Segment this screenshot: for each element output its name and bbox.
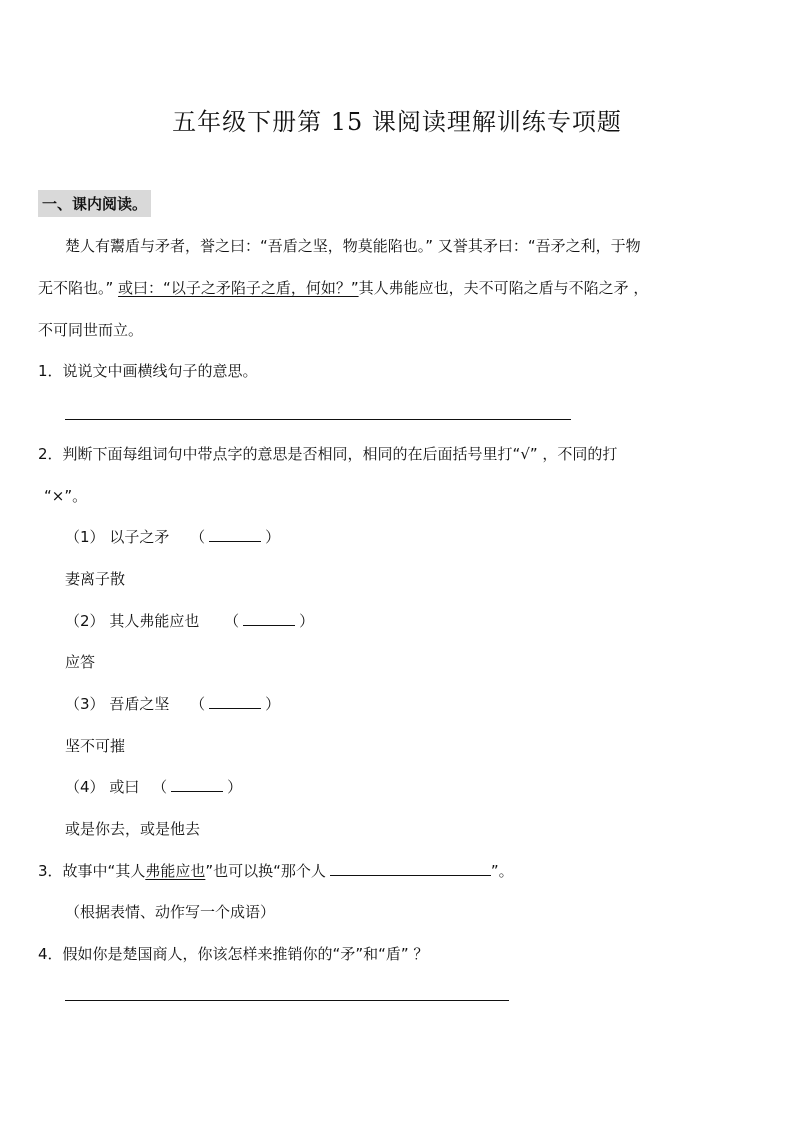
q2-compare-4: 或是你去，或是他去 (65, 820, 201, 838)
q2-item-2 (65, 610, 314, 632)
item-phrase: 或曰 (109, 778, 140, 796)
q2-compare-3: 坚不可摧 (65, 737, 126, 755)
answer-blank-tail (477, 861, 491, 876)
answer-blank[interactable] (330, 861, 477, 876)
paren-open: （ (190, 695, 206, 713)
underlined-sentence: 或曰：“以子之矛陷子之盾，何如？” (118, 279, 359, 297)
question-4: 4．假如你是楚国商人，你该怎样来推销你的“矛”和“盾” ？ (38, 945, 429, 963)
item-number: （2） (65, 612, 105, 630)
q2-compare-1: 妻离子散 (65, 570, 126, 588)
item-number: （3） (65, 695, 105, 713)
passage-line-2-end: 其人弗能应也，夫不可陷之盾与不陷之矛 ， (358, 279, 649, 297)
paren-close: ） (299, 612, 315, 630)
answer-blank[interactable] (209, 694, 261, 709)
answer-blank[interactable] (243, 611, 295, 626)
q2-compare-2: 应答 (65, 653, 96, 671)
q3-middle: ”也可以换“那个人 (205, 862, 326, 880)
passage-line-2-start: 无不陷也。” (38, 279, 119, 297)
paren-open: （ (224, 612, 240, 630)
item-phrase: 以子之矛 (109, 528, 170, 546)
answer-blank[interactable] (171, 777, 223, 792)
section-heading: 一、课内阅读。 (38, 190, 151, 217)
paren-close: ） (265, 528, 281, 546)
answer-line-1[interactable] (65, 419, 571, 420)
item-number: （4） (65, 778, 105, 796)
question-2-line-1: 2．判断下面每组词句中带点字的意思是否相同，相同的在后面括号里打“√” ，不同的打 (38, 445, 618, 463)
question-1: 1．说说文中画横线句子的意思。 (38, 362, 258, 380)
q2-item-4 (65, 776, 242, 798)
q3-end: ”。 (490, 862, 514, 880)
question-3-hint: （根据表情、动作写一个成语） (65, 903, 276, 921)
answer-blank[interactable] (209, 527, 261, 542)
passage-line-1: 楚人有鬻盾与矛者，誉之曰：“吾盾之坚，物莫能陷也。” 又誉其矛曰：“吾矛之利，于物 (65, 237, 641, 255)
q2-item-1 (65, 526, 280, 548)
item-phrase: 吾盾之坚 (109, 695, 170, 713)
passage-line-3: 不可同世而立。 (38, 321, 144, 339)
paren-open: （ (152, 778, 168, 796)
q3-start: 3．故事中“其人 (38, 862, 146, 880)
item-number: （1） (65, 528, 105, 546)
paren-close: ） (227, 778, 243, 796)
q2-item-3 (65, 693, 280, 715)
paren-open: （ (190, 528, 206, 546)
q3-underlined: 弗能应也 (145, 862, 206, 880)
passage-line-2 (38, 277, 648, 299)
answer-line-4[interactable] (65, 1000, 509, 1001)
question-2-line-2: “×”。 (44, 487, 88, 505)
item-phrase: 其人弗能应也 (109, 612, 200, 630)
paren-close: ） (265, 695, 281, 713)
page-title: 五年级下册第 15 课阅读理解训练专项题 (172, 108, 622, 136)
question-3 (38, 860, 514, 882)
